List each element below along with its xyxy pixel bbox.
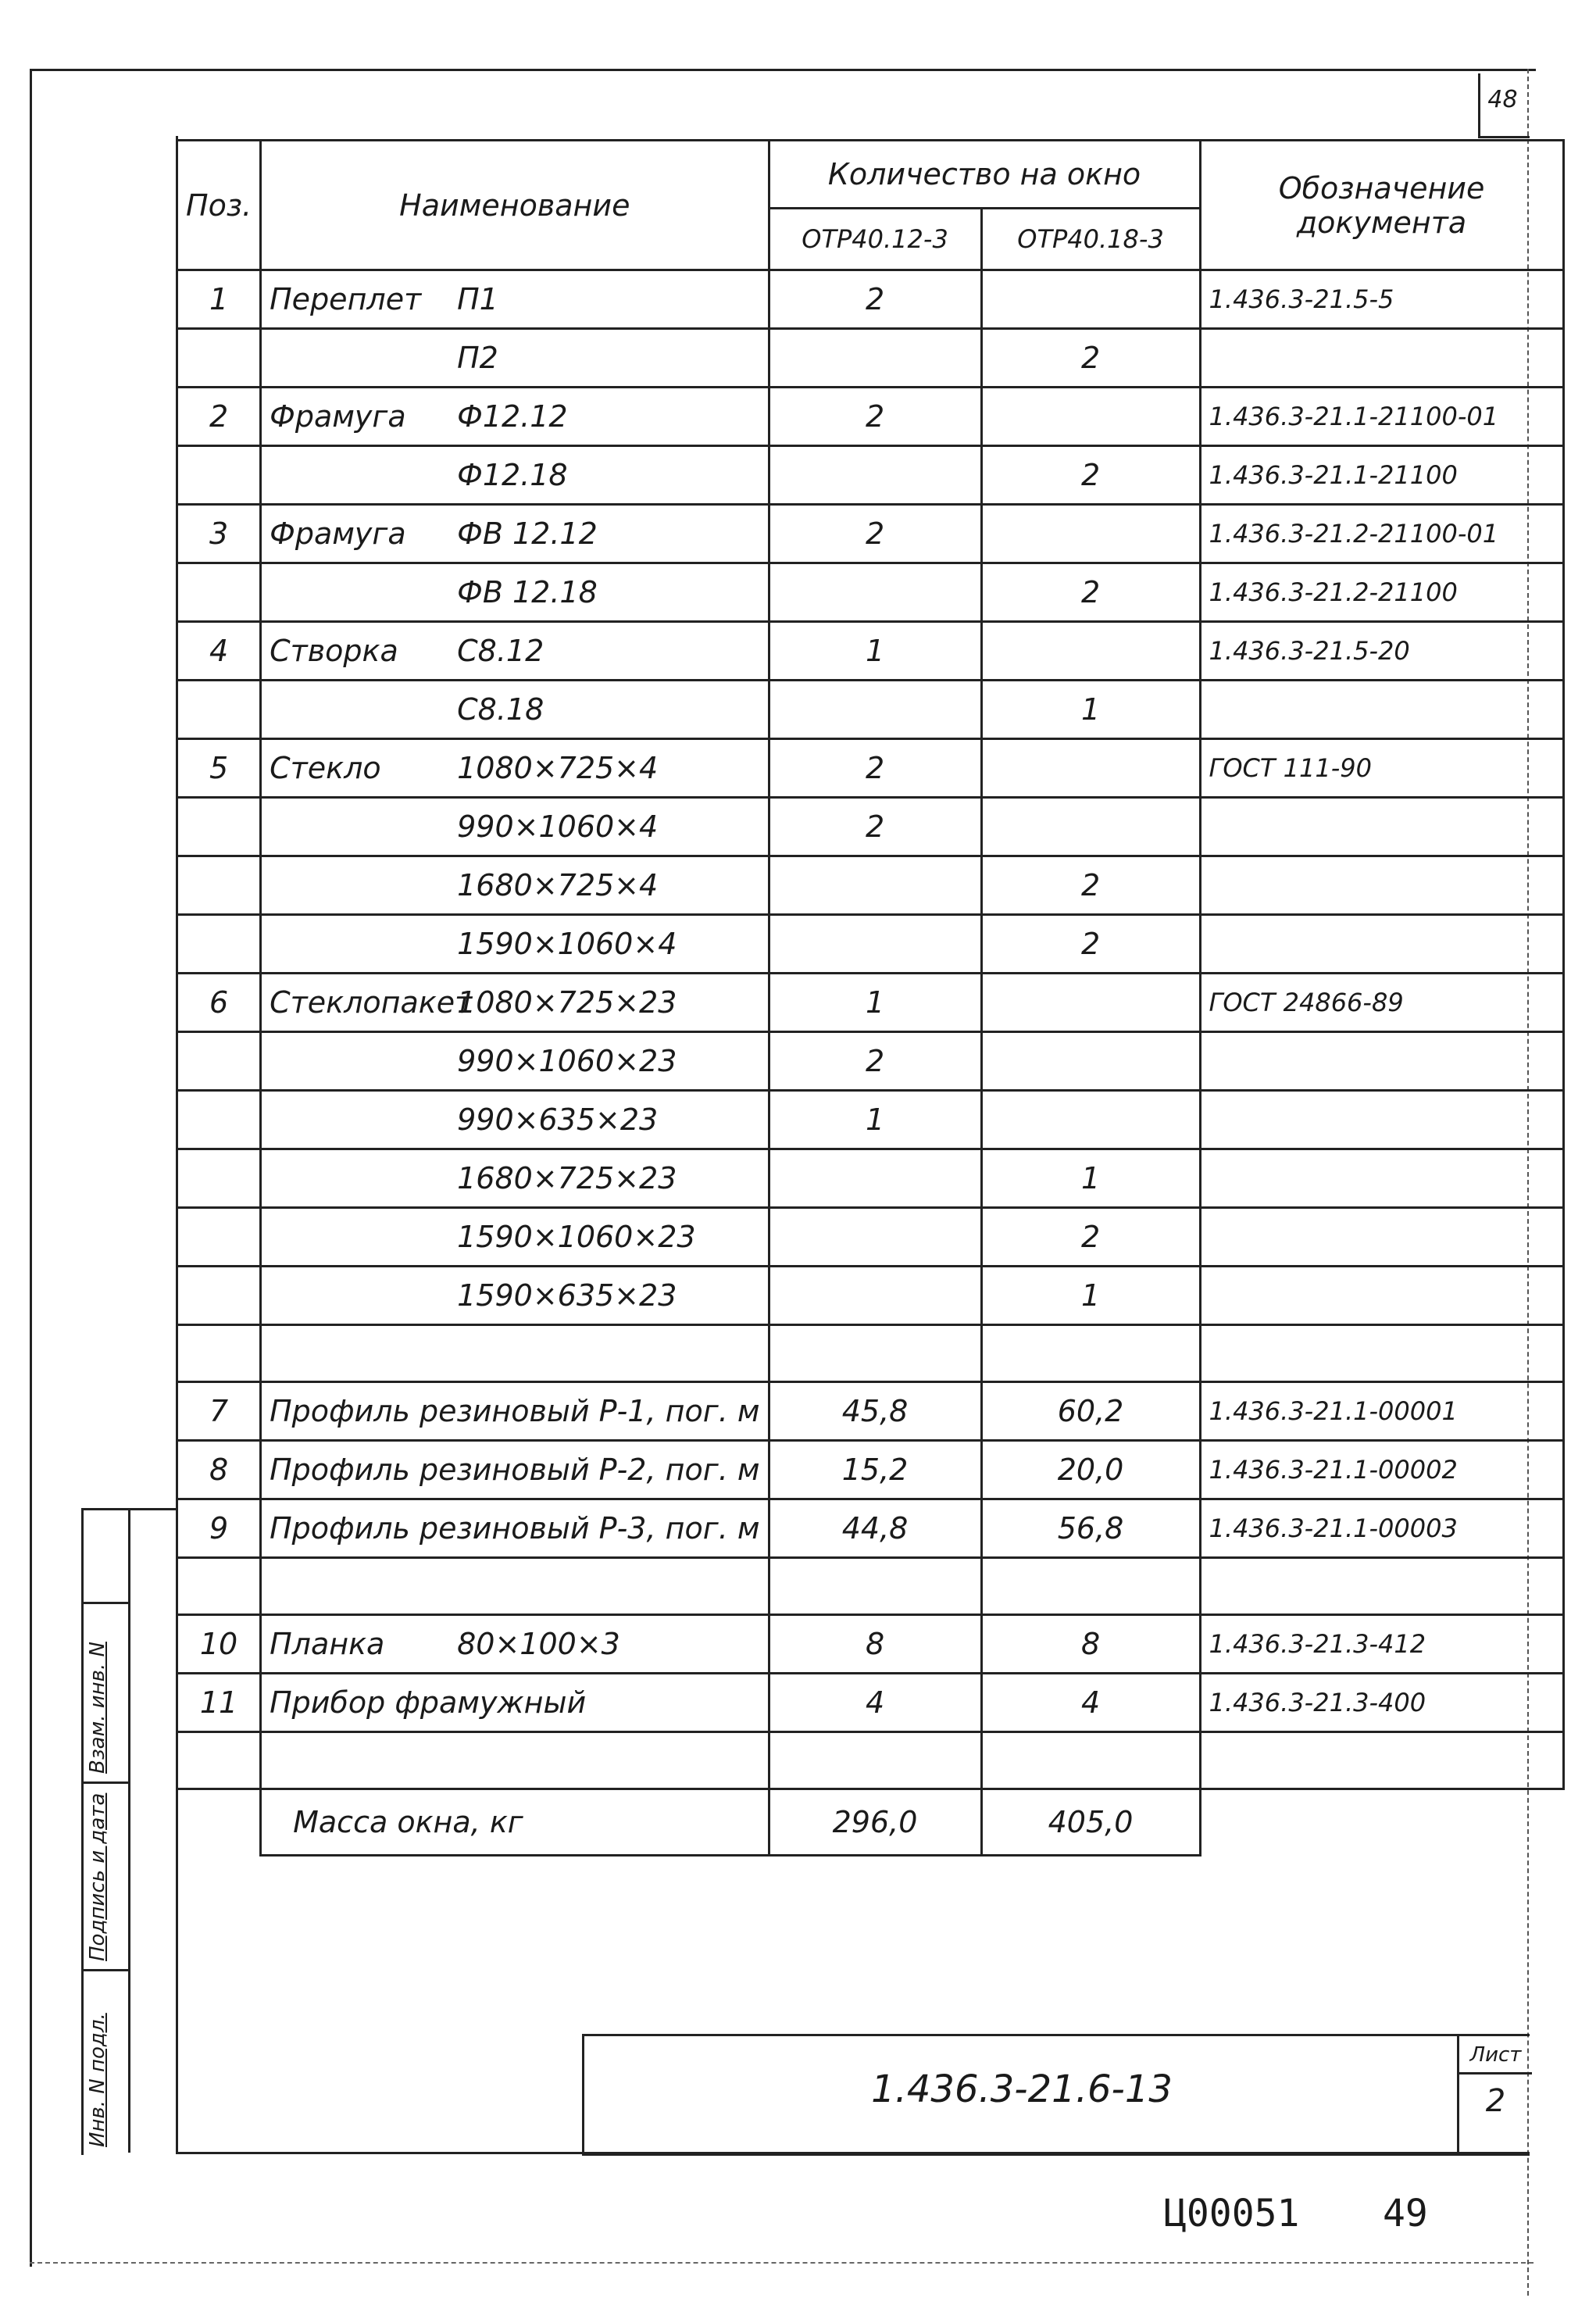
item-spec: 1080×725×4: [457, 751, 659, 785]
cell-doc: [1200, 1149, 1563, 1208]
mass-q1: 296,0: [769, 1789, 981, 1856]
cell-pos: 7: [177, 1382, 261, 1441]
cell-q2: 8: [981, 1615, 1200, 1674]
cell-doc: ГОСТ 111-90: [1200, 739, 1563, 798]
cell-pos: 1: [177, 270, 261, 329]
cell-doc: 1.436.3-21.1-00002: [1200, 1441, 1563, 1499]
cell-name: [261, 856, 769, 915]
cell-name: [261, 798, 769, 856]
cell-q1: 2: [769, 739, 981, 798]
cell-q2: [981, 270, 1200, 329]
page-edge-bottom: [30, 2262, 1534, 2264]
stamp-code: 1.436.3-21.6-13: [871, 2067, 1173, 2111]
header-doc: [1200, 141, 1563, 270]
item-name: Створка: [270, 634, 398, 668]
cell-doc: 1.436.3-21.2-21100-01: [1200, 505, 1563, 563]
cell-pos: [177, 915, 261, 974]
cell-pos: 11: [177, 1674, 261, 1732]
cell-q2: 2: [981, 446, 1200, 505]
cell-q1: [769, 1732, 981, 1789]
item-name: Прибор фрамужный: [270, 1685, 587, 1720]
cell-pos: [177, 1267, 261, 1325]
cell-q1: 45,8: [769, 1382, 981, 1441]
table-row: [177, 1208, 1564, 1267]
item-spec: 1080×725×23: [457, 985, 677, 1020]
table-row: [177, 1267, 1564, 1325]
cell-name: [261, 681, 769, 739]
cell-doc: 1.436.3-21.1-21100-01: [1200, 388, 1563, 446]
item-spec: Ф12.12: [457, 399, 568, 434]
cell-name: [261, 1382, 769, 1441]
cell-q2: [981, 974, 1200, 1032]
cell-q2: [981, 388, 1200, 446]
cell-pos: [177, 563, 261, 622]
cell-q1: [769, 681, 981, 739]
cell-q2: [981, 798, 1200, 856]
item-name: Планка: [270, 1627, 385, 1661]
cell-q2: [981, 739, 1200, 798]
item-name: Стекло: [270, 751, 381, 785]
cell-doc: [1200, 915, 1563, 974]
cell-q2: 56,8: [981, 1499, 1200, 1558]
margin-divider: [81, 1969, 128, 1971]
stamp-sheet: [1457, 2036, 1532, 2153]
stamp-sheet-label: Лист: [1459, 2038, 1532, 2074]
cell-doc: [1200, 1091, 1563, 1149]
cell-pos: [177, 1208, 261, 1267]
cell-q1: 1: [769, 1091, 981, 1149]
cell-pos: 3: [177, 505, 261, 563]
table-row: [177, 388, 1564, 446]
cell-pos: 9: [177, 1499, 261, 1558]
table-row: [177, 1441, 1564, 1499]
cell-q1: 2: [769, 1032, 981, 1091]
cell-name: [261, 1674, 769, 1732]
cell-pos: [177, 798, 261, 856]
table-row: [177, 505, 1564, 563]
archive-page: 49: [1383, 2192, 1428, 2235]
item-spec: Ф12.18: [457, 458, 568, 492]
table-row: [177, 622, 1564, 681]
cell-pos: 5: [177, 739, 261, 798]
cell-doc: 1.436.3-21.5-5: [1200, 270, 1563, 329]
table-row: [177, 563, 1564, 622]
cell-q1: [769, 1267, 981, 1325]
table-row: [177, 1499, 1564, 1558]
cell-name: [261, 270, 769, 329]
item-spec: С8.12: [457, 634, 544, 668]
cell-name: [261, 1558, 769, 1615]
table-row: [177, 856, 1564, 915]
table-row: [177, 798, 1564, 856]
cell-q1: [769, 1149, 981, 1208]
cell-name: [261, 622, 769, 681]
item-spec: ФВ 12.12: [457, 516, 598, 551]
archive-code: Ц00051: [1164, 2192, 1300, 2235]
table-row: [177, 329, 1564, 388]
cell-q1: [769, 329, 981, 388]
cell-pos: 10: [177, 1615, 261, 1674]
cell-name: [261, 329, 769, 388]
cell-q2: [981, 622, 1200, 681]
cell-name: [261, 1208, 769, 1267]
header-doc-line2: документа: [1296, 205, 1467, 240]
cell-doc: 1.436.3-21.1-00001: [1200, 1382, 1563, 1441]
header-qty-col2: ОТР40.18-3: [981, 209, 1200, 270]
item-spec: С8.18: [457, 692, 544, 727]
item-name: Фрамуга: [270, 516, 406, 551]
cell-q2: 4: [981, 1674, 1200, 1732]
item-spec: ФВ 12.18: [457, 575, 598, 609]
cell-q2: [981, 1032, 1200, 1091]
margin-divider: [81, 1781, 128, 1784]
cell-q1: 2: [769, 505, 981, 563]
cell-q2: 2: [981, 856, 1200, 915]
margin-divider: [128, 1508, 131, 2153]
cell-q1: 4: [769, 1674, 981, 1732]
table-row: [177, 1149, 1564, 1208]
cell-doc: [1200, 1032, 1563, 1091]
mass-label: Масса окна, кг: [261, 1789, 769, 1856]
cell-q2: [981, 1325, 1200, 1382]
cell-q1: [769, 856, 981, 915]
cell-pos: [177, 329, 261, 388]
cell-q2: 2: [981, 915, 1200, 974]
item-name: Переплет: [270, 282, 422, 316]
table-row: [177, 270, 1564, 329]
item-name: Стеклопакет: [270, 985, 473, 1020]
table-row: [177, 915, 1564, 974]
cell-doc: [1200, 1267, 1563, 1325]
cell-q2: 1: [981, 1267, 1200, 1325]
item-name: Профиль резиновый Р-1, пог. м: [270, 1394, 760, 1428]
item-spec: 1590×1060×4: [457, 927, 677, 961]
cell-name: [261, 915, 769, 974]
cell-q2: [981, 1558, 1200, 1615]
header-doc-line1: Обозначение: [1278, 170, 1485, 205]
cell-q1: [769, 563, 981, 622]
cell-pos: 8: [177, 1441, 261, 1499]
header-pos: Поз.: [177, 141, 261, 270]
table-body: [177, 270, 1564, 1789]
cell-doc: 1.436.3-21.3-412: [1200, 1615, 1563, 1674]
cell-q1: 2: [769, 270, 981, 329]
item-spec: 1680×725×23: [457, 1161, 677, 1195]
cell-doc: 1.436.3-21.2-21100: [1200, 563, 1563, 622]
cell-q2: 2: [981, 1208, 1200, 1267]
cell-q1: 8: [769, 1615, 981, 1674]
item-spec: 990×1060×4: [457, 809, 659, 844]
cell-name: [261, 446, 769, 505]
cell-name: [261, 505, 769, 563]
cell-pos: [177, 446, 261, 505]
cell-doc: [1200, 856, 1563, 915]
cell-q2: 60,2: [981, 1382, 1200, 1441]
cell-doc: 1.436.3-21.3-400: [1200, 1674, 1563, 1732]
cell-pos: 2: [177, 388, 261, 446]
mass-empty: [1200, 1789, 1563, 1856]
cell-q2: [981, 505, 1200, 563]
cell-name: [261, 388, 769, 446]
cell-doc: [1200, 1325, 1563, 1382]
item-spec: П2: [457, 341, 498, 375]
margin-divider: [81, 1602, 128, 1604]
cell-q1: [769, 915, 981, 974]
title-stamp: [582, 2034, 1530, 2156]
cell-doc: [1200, 1732, 1563, 1789]
cell-pos: [177, 1732, 261, 1789]
cell-pos: [177, 1558, 261, 1615]
cell-pos: [177, 1325, 261, 1382]
table-row: [177, 1091, 1564, 1149]
cell-pos: [177, 1091, 261, 1149]
cell-q2: 2: [981, 329, 1200, 388]
cell-name: [261, 563, 769, 622]
cell-doc: 1.436.3-21.1-00003: [1200, 1499, 1563, 1558]
cell-doc: 1.436.3-21.5-20: [1200, 622, 1563, 681]
item-name: Профиль резиновый Р-2, пог. м: [270, 1453, 760, 1487]
table-row: [177, 739, 1564, 798]
cell-name: [261, 1091, 769, 1149]
table-row: [177, 1732, 1564, 1789]
cell-q1: 44,8: [769, 1499, 981, 1558]
item-spec: П1: [457, 282, 498, 316]
cell-doc: ГОСТ 24866-89: [1200, 974, 1563, 1032]
cell-doc: [1200, 798, 1563, 856]
margin-label-vzam-inv: Взам. инв. N: [86, 1642, 109, 1774]
cell-pos: [177, 681, 261, 739]
item-spec: 990×635×23: [457, 1102, 659, 1137]
cell-name: [261, 1325, 769, 1382]
cell-doc: 1.436.3-21.1-21100: [1200, 446, 1563, 505]
cell-name: [261, 1732, 769, 1789]
cell-q1: 1: [769, 622, 981, 681]
margin-label-inv-podl: Инв. N подл.: [86, 2013, 109, 2147]
margin-label-signature-date: Подпись и дата: [86, 1792, 109, 1961]
table-row: [177, 1325, 1564, 1382]
mass-q2: 405,0: [981, 1789, 1200, 1856]
header-name: Наименование: [261, 141, 769, 270]
item-spec: 990×1060×23: [457, 1044, 677, 1078]
item-name: Профиль резиновый Р-3, пог. м: [270, 1511, 760, 1546]
cell-q1: [769, 1558, 981, 1615]
cell-pos: 4: [177, 622, 261, 681]
item-spec: 1680×725×4: [457, 868, 659, 902]
cell-q2: 20,0: [981, 1441, 1200, 1499]
cell-pos: [177, 1032, 261, 1091]
item-name: Фрамуга: [270, 399, 406, 434]
cell-q1: [769, 1208, 981, 1267]
table-row: [177, 974, 1564, 1032]
table-row: [177, 1382, 1564, 1441]
specification-table: [176, 139, 1565, 1857]
header-qty-col1: ОТР40.12-3: [769, 209, 981, 270]
header-qty: Количество на окно: [769, 141, 1200, 209]
table-row: [177, 446, 1564, 505]
cell-name: [261, 1149, 769, 1208]
cell-pos: [177, 856, 261, 915]
cell-q2: 2: [981, 563, 1200, 622]
cell-q1: 15,2: [769, 1441, 981, 1499]
cell-q2: [981, 1091, 1200, 1149]
cell-q2: 1: [981, 681, 1200, 739]
cell-pos: 6: [177, 974, 261, 1032]
cell-doc: [1200, 329, 1563, 388]
table-row: [177, 1674, 1564, 1732]
cell-q2: 1: [981, 1149, 1200, 1208]
cell-name: [261, 1441, 769, 1499]
table-row: [177, 1558, 1564, 1615]
item-spec: 1590×1060×23: [457, 1220, 696, 1254]
corner-page-number: 48: [1487, 86, 1518, 113]
cell-doc: [1200, 1208, 1563, 1267]
item-spec: 1590×635×23: [457, 1278, 677, 1313]
cell-q1: 1: [769, 974, 981, 1032]
cell-q1: [769, 1325, 981, 1382]
cell-name: [261, 1499, 769, 1558]
stamp-sheet-number: 2: [1485, 2083, 1506, 2119]
item-spec: 80×100×3: [457, 1627, 620, 1661]
cell-name: [261, 974, 769, 1032]
cell-name: [261, 739, 769, 798]
cell-doc: [1200, 1558, 1563, 1615]
cell-q1: 2: [769, 798, 981, 856]
cell-q1: [769, 446, 981, 505]
cell-name: [261, 1615, 769, 1674]
table-row: [177, 1615, 1564, 1674]
cell-doc: [1200, 681, 1563, 739]
mass-row: [177, 1789, 1564, 1856]
cell-name: [261, 1267, 769, 1325]
cell-q1: 2: [769, 388, 981, 446]
cell-name: [261, 1032, 769, 1091]
table-row: [177, 1032, 1564, 1091]
cell-pos: [177, 1149, 261, 1208]
cell-q2: [981, 1732, 1200, 1789]
mass-pos-cell: [177, 1789, 261, 1856]
table-row: [177, 681, 1564, 739]
